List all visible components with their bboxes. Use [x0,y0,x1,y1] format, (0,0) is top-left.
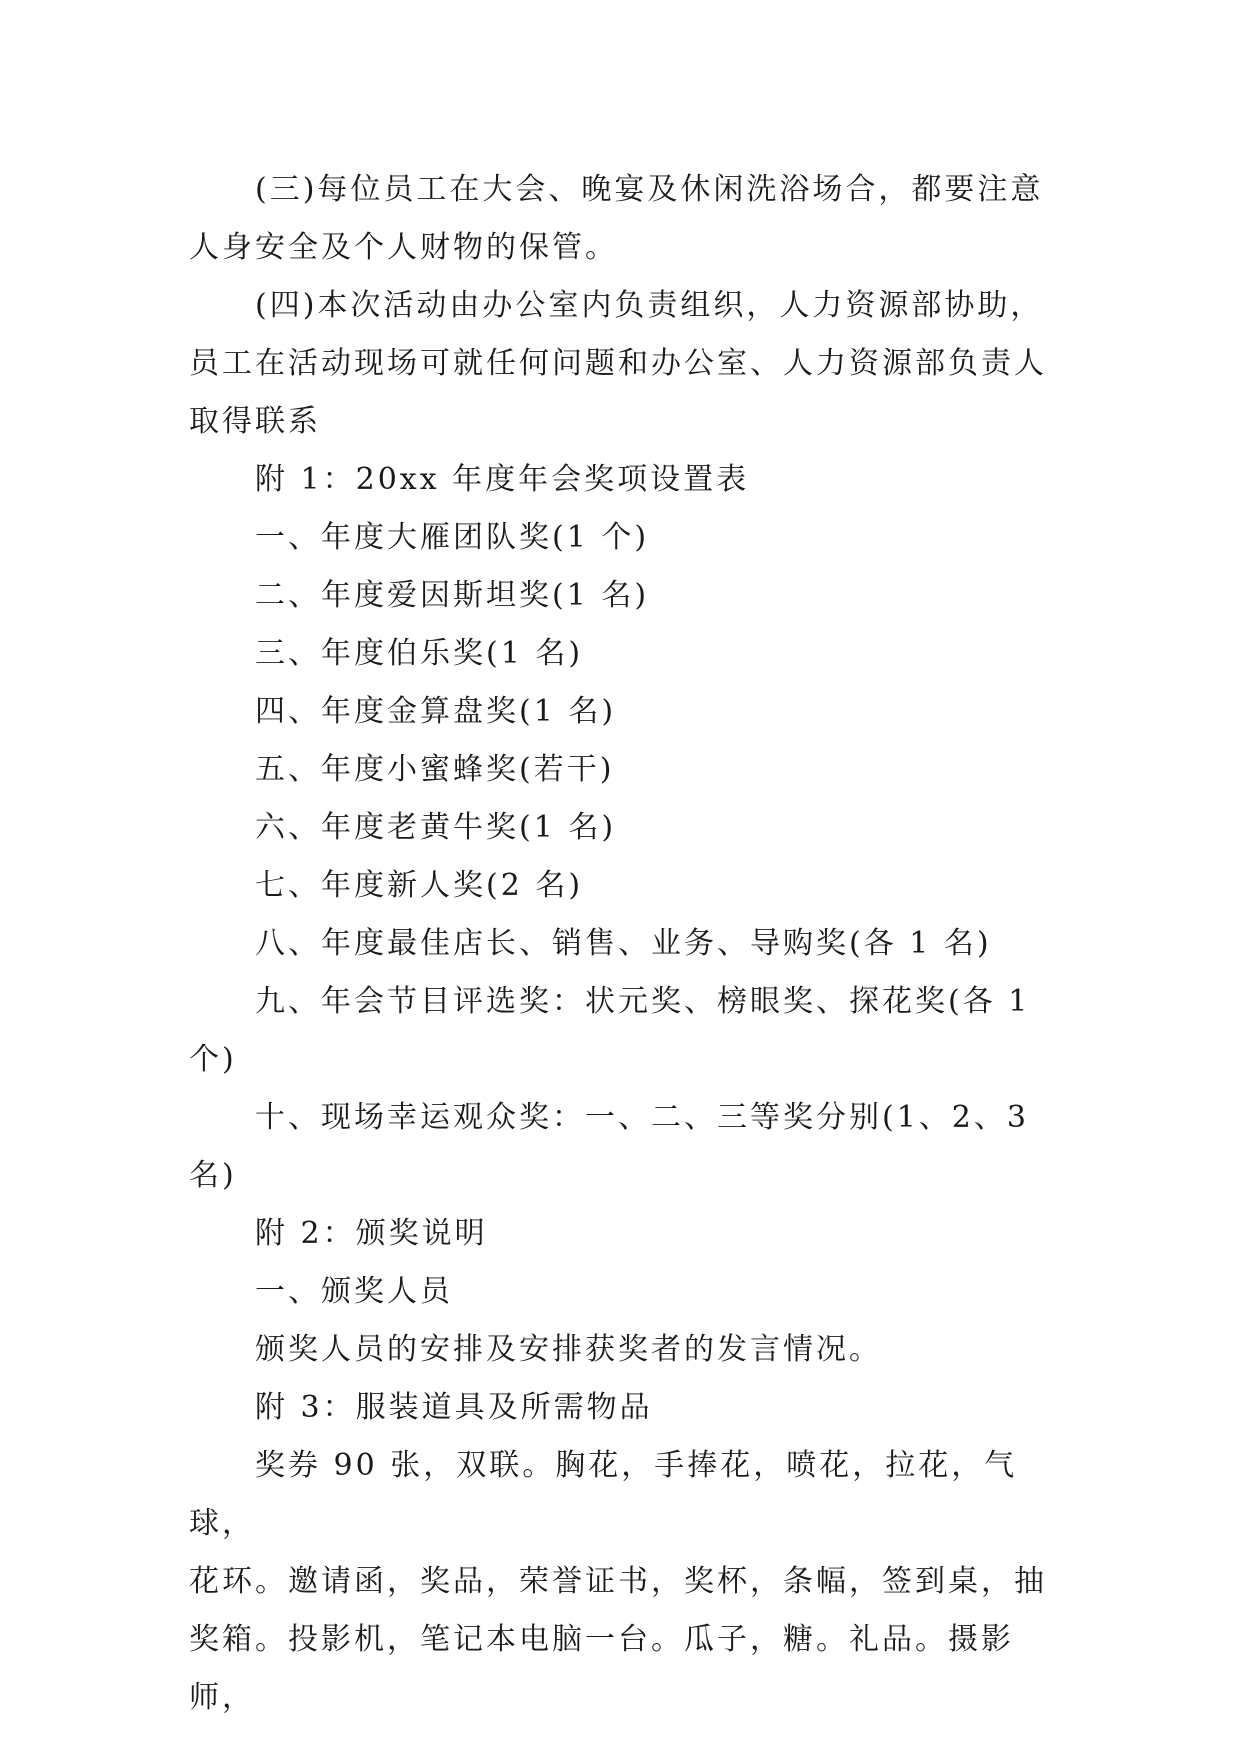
document-body [189,161,1059,1727]
text-line: 取得联系 [189,404,321,439]
text-line: 九、年会节目评选奖：状元奖、榜眼奖、探花奖(各 1 [255,984,1031,1019]
paragraph-organizer-notice [189,277,1059,451]
text-line: 人身安全及个人财物的保管。 [189,230,618,265]
award-item: 七、年度新人奖(2 名) [255,868,584,903]
text-line: 奖箱。投影机，笔记本电脑一台。瓜子，糖。礼品。摄影师， [189,1622,1014,1715]
text-line: 员工在活动现场可就任何问题和办公室、人力资源部负责人 [189,346,1047,381]
text-line: (四)本次活动由办公室内负责组织，人力资源部协助， [255,288,1044,323]
award-item: 六、年度老黄牛奖(1 名) [255,810,617,845]
award-item: 五、年度小蜜蜂奖(若干) [255,752,615,787]
appendix-2-heading: 附 2：颁奖说明 [255,1216,488,1251]
award-item: 三、年度伯乐奖(1 名) [255,636,584,671]
award-item: 八、年度最佳店长、销售、业务、导购奖(各 1 名) [255,926,992,961]
award-item: 二、年度爱因斯坦奖(1 名) [255,578,650,613]
award-item-program [189,973,1059,1089]
award-item: 十、现场幸运观众奖：一、二、三等奖分别(1、2、3 名) [189,1100,1029,1193]
text-line: 花环。邀请函，奖品，荣誉证书，奖杯，条幅，签到桌，抽 [189,1564,1047,1599]
text-line: (三)每位员工在大会、晚宴及休闲洗浴场合，都要注意 [255,172,1044,207]
award-item: 四、年度金算盘奖(1 名) [255,694,617,729]
text-line: 个) [189,1042,237,1077]
appendix-3-heading: 附 3：服装道具及所需物品 [255,1390,653,1425]
body-text: 颁奖人员的安排及安排获奖者的发言情况。 [255,1332,882,1367]
text-line: 奖券 90 张，双联。胸花，手捧花，喷花，拉花，气球， [189,1448,1018,1541]
paragraph-safety-notice [189,161,1059,277]
section-heading: 一、颁奖人员 [255,1274,453,1309]
appendix-1-heading: 附 1：20xx 年度年会奖项设置表 [255,462,750,497]
award-item: 一、年度大雁团队奖(1 个) [255,520,650,555]
paragraph-supplies-list [189,1437,1059,1727]
